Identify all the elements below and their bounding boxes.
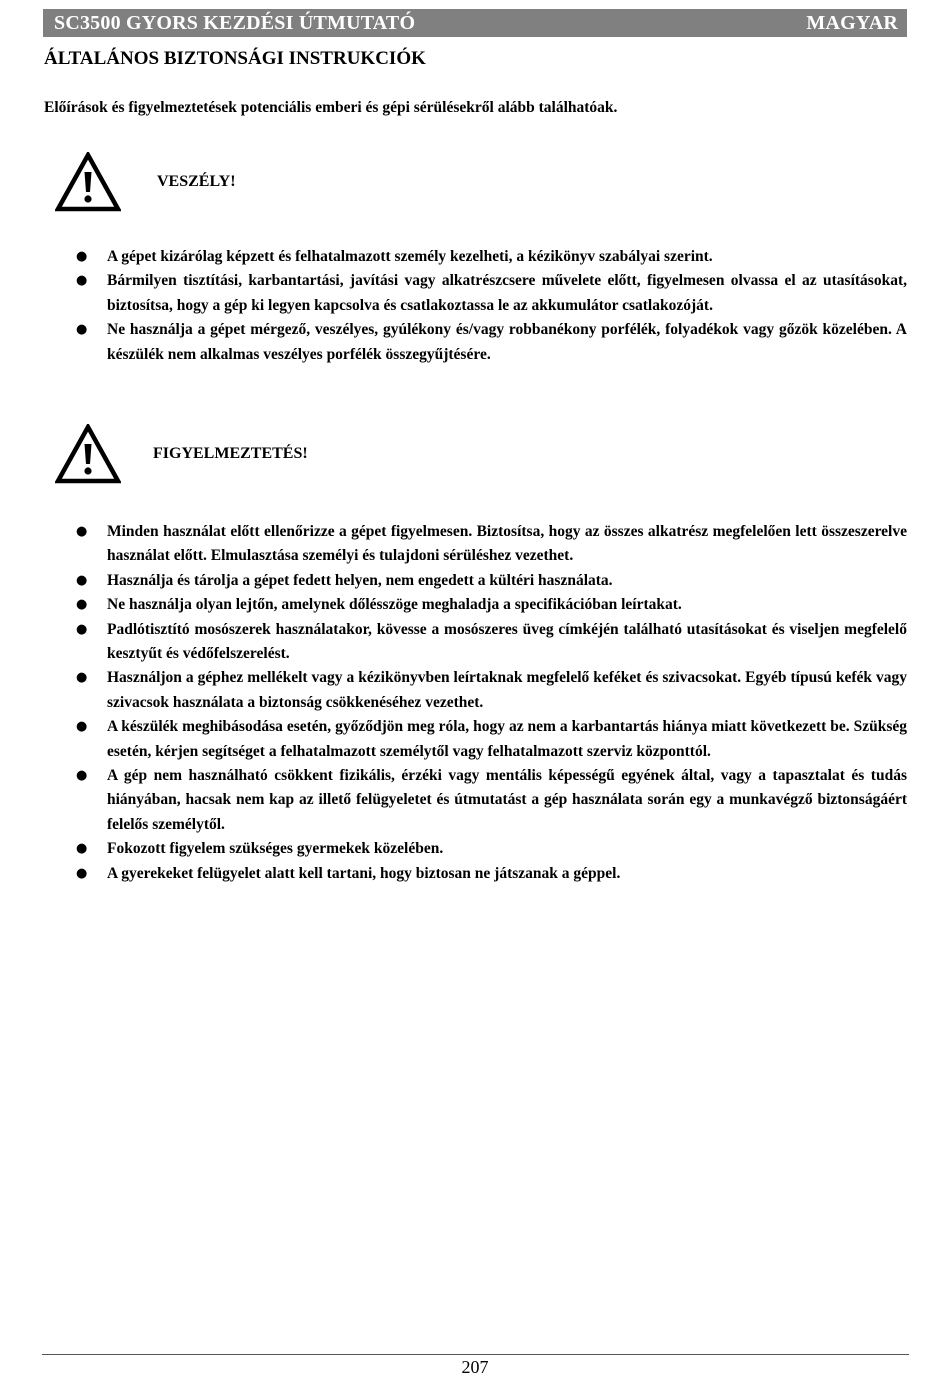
warning-triangle-icon: [55, 152, 121, 212]
list-item-text: Használjon a géphez mellékelt vagy a kézikönyvben leírtaknak megfelelő keféket és szivacsokat. Egyéb típusú kefék vagy szivacsok használata a biztonság csökkenéséhez vezethet.: [107, 669, 907, 711]
bullet-icon: ●: [76, 249, 88, 264]
bullet-icon: ●: [76, 524, 88, 539]
list-item: [76, 569, 907, 593]
list-item: [76, 245, 907, 269]
list-item-text: Bármilyen tisztítási, karbantartási, javítási vagy alkatrészcsere művelete előtt, figyelmesen olvassa el az utasításokat, biztosítsa, hogy a gép ki legyen kapcsolva és csatlakoztassa le az akkumulátor csatlakozóját.: [107, 272, 907, 314]
section-title: ÁLTALÁNOS BIZTONSÁGI INSTRUKCIÓK: [44, 48, 426, 69]
bullet-icon: ●: [76, 768, 88, 784]
list-item-text: A készülék meghibásodása esetén, győződjön meg róla, hogy az nem a karbantartás hiánya miatt következett be. Szükség esetén, kérjen segítséget a felhatalmazott személytől vagy felhatalmazott szerviz központtól.: [107, 718, 907, 760]
intro-text: Előírások és figyelmeztetések potenciális emberi és gépi sérülésekről alább találhatóak.: [44, 99, 618, 116]
list-item: [76, 666, 907, 715]
list-item: [76, 593, 907, 617]
list-item: [76, 715, 907, 764]
bullet-icon: ●: [76, 841, 88, 857]
list-item-text: A gépet kizárólag képzett és felhatalmazott személy kezelheti, a kézikönyv szabályai szerint.: [107, 248, 713, 265]
list-item-text: Használja és tárolja a gépet fedett helyen, nem engedett a kültéri használata.: [107, 571, 613, 589]
list-item: [76, 269, 907, 318]
warning-list: [0, 520, 907, 886]
bullet-icon: ●: [76, 865, 88, 881]
list-item-text: A gép nem használható csökkent fizikális, érzéki vagy mentális képességű egyének által, vagy a tapasztalat és tudás hiányában, hacsak nem kap az illető felügyeletet és útmutatást a gép használata során egy a munkavégző biztonságáért felelős személytől.: [107, 767, 907, 833]
bullet-icon: ●: [76, 719, 88, 735]
list-item-text: Fokozott figyelem szükséges gyermekek közelében.: [107, 840, 444, 858]
warning-triangle-icon: [55, 424, 121, 484]
bullet-icon: ●: [76, 670, 88, 686]
list-item: [76, 318, 907, 367]
header-language: MAGYAR: [806, 11, 898, 34]
header-title: SC3500 GYORS KEZDÉSI ÚTMUTATÓ: [54, 11, 416, 34]
list-item: [76, 764, 907, 837]
header-bar: [43, 9, 907, 37]
list-item-text: Padlótisztító mosószerek használatakor, kövesse a mosószeres üveg címkéjén található utasításokat és viseljen megfelelő kesztyűt és védőfelszerelést.: [107, 620, 907, 663]
list-item-text: Ne használja olyan lejtőn, amelynek dőlésszöge meghaladja a specifikációban leírtakat.: [107, 596, 682, 614]
bullet-icon: ●: [76, 597, 88, 613]
page-number: 207: [461, 1357, 489, 1377]
list-item-text: Minden használat előtt ellenőrizze a gépet figyelmesen. Biztosítsa, hogy az összes alkatrész megfelelően lett összeszerelve használat előtt. Elmulasztása személyi és tulajdoni sérüléshez vezethet.: [107, 523, 907, 565]
bullet-icon: ●: [76, 572, 88, 588]
list-item: [76, 862, 907, 886]
list-item-text: Ne használja a gépet mérgező, veszélyes, gyúlékony és/vagy robbanékony porfélék, folyadékok vagy gőzök közelében. A készülék nem alkalmas veszélyes porfélék összegyűjtésére.: [107, 321, 907, 363]
danger-list: [0, 245, 907, 367]
list-item: [76, 837, 907, 861]
bullet-icon: ●: [76, 322, 88, 338]
list-item: [76, 520, 907, 569]
bullet-icon: ●: [76, 273, 88, 289]
danger-label: VESZÉLY!: [157, 173, 236, 190]
list-item: [76, 618, 907, 667]
bullet-icon: ●: [76, 621, 88, 637]
warning-label: FIGYELMEZTETÉS!: [153, 445, 308, 462]
footer-rule: [42, 1354, 909, 1355]
list-item-text: A gyerekeket felügyelet alatt kell tartani, hogy biztosan ne játszanak a géppel.: [107, 864, 621, 882]
